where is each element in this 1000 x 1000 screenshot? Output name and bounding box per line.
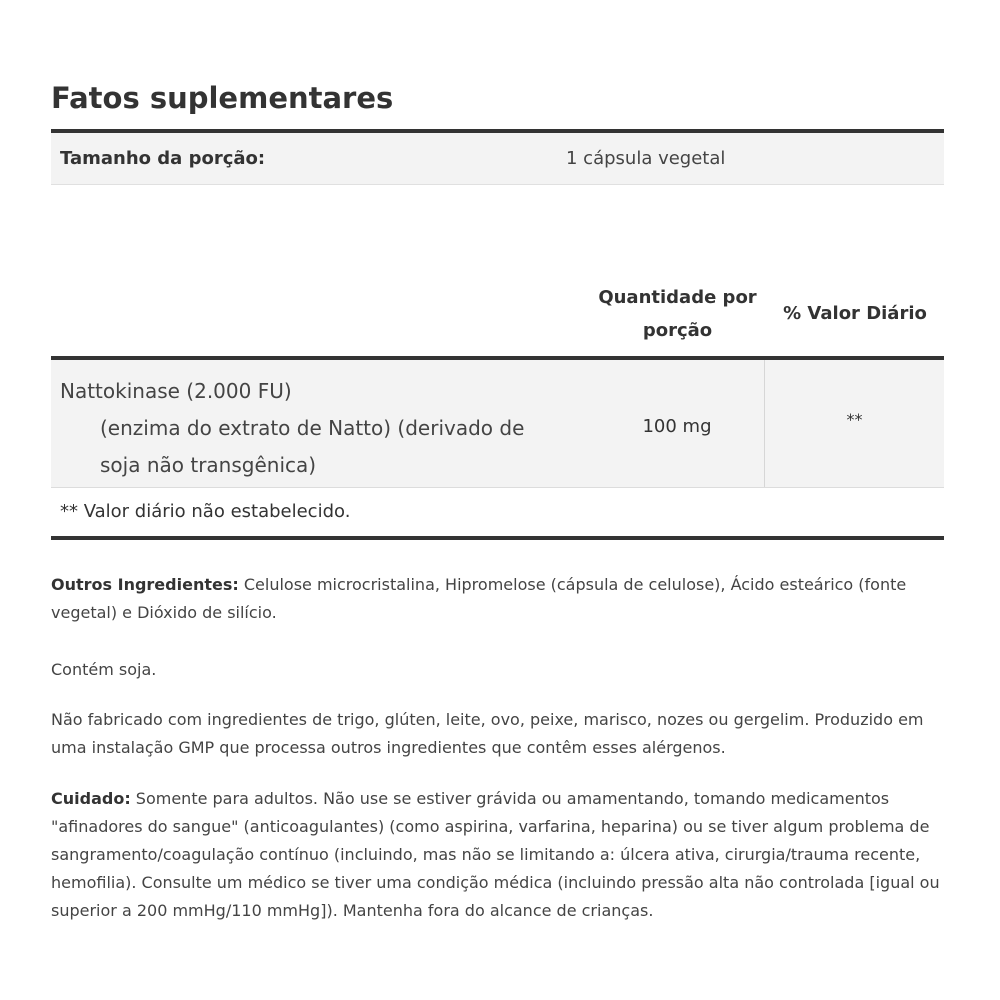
caution-note — [51, 785, 944, 925]
other-ingredients-text: Celulose microcristalina, Hipromelose (cápsula de celulose), Ácido esteárico (fonte vegetal) e Dióxido de silício. — [51, 575, 907, 622]
table-row — [51, 360, 944, 488]
footnote-row — [51, 488, 944, 536]
nutrient-daily-value: ** — [846, 410, 863, 429]
nutrient-name: Nattokinase (2.000 FU) — [60, 379, 292, 403]
other-ingredients — [51, 571, 944, 627]
serving-size-label: Tamanho da porção: — [60, 148, 266, 169]
caution-label: Cuidado: — [51, 789, 131, 808]
footnote: ** Valor diário não estabelecido. — [60, 501, 351, 522]
nutrient-table — [51, 356, 944, 540]
daily-value-header: % Valor Diário — [783, 303, 927, 324]
contains-note: Contém soja. — [51, 660, 157, 679]
nutrient-amount: 100 mg — [642, 416, 712, 437]
amount-per-serving-header: Quantidade por porção — [598, 287, 757, 341]
serving-size-value: 1 cápsula vegetal — [566, 148, 726, 169]
other-ingredients-label: Outros Ingredientes: — [51, 575, 239, 594]
caution-text: Somente para adultos. Não use se estiver grávida ou amamentando, tomando medicamentos "afinadores do sangue" (anticoagulantes) (como aspirina, varfarina, heparina) ou se tiver algum problema de sangramento/coagulação contínuo (incluindo, mas não se limitando a: úlcera ativa, cirurgia/trauma recente, hemofilia). Consulte um médico se tiver uma condição médica (incluindo pressão alta não controlada [igual ou superior a 200 mmHg/110 mmHg]). Mantenha fora do alcance de crianças. — [51, 789, 940, 920]
nutrient-description: (enzima do extrato de Natto) (derivado de soja não transgênica) — [100, 416, 525, 477]
page-title: Fatos suplementares — [51, 81, 394, 115]
allergen-note: Não fabricado com ingredientes de trigo, glúten, leite, ovo, peixe, marisco, nozes ou gergelim. Produzido em uma instalação GMP que processa outros ingredientes que contêm esses alérgenos. — [51, 710, 924, 757]
serving-size-row — [51, 129, 944, 185]
